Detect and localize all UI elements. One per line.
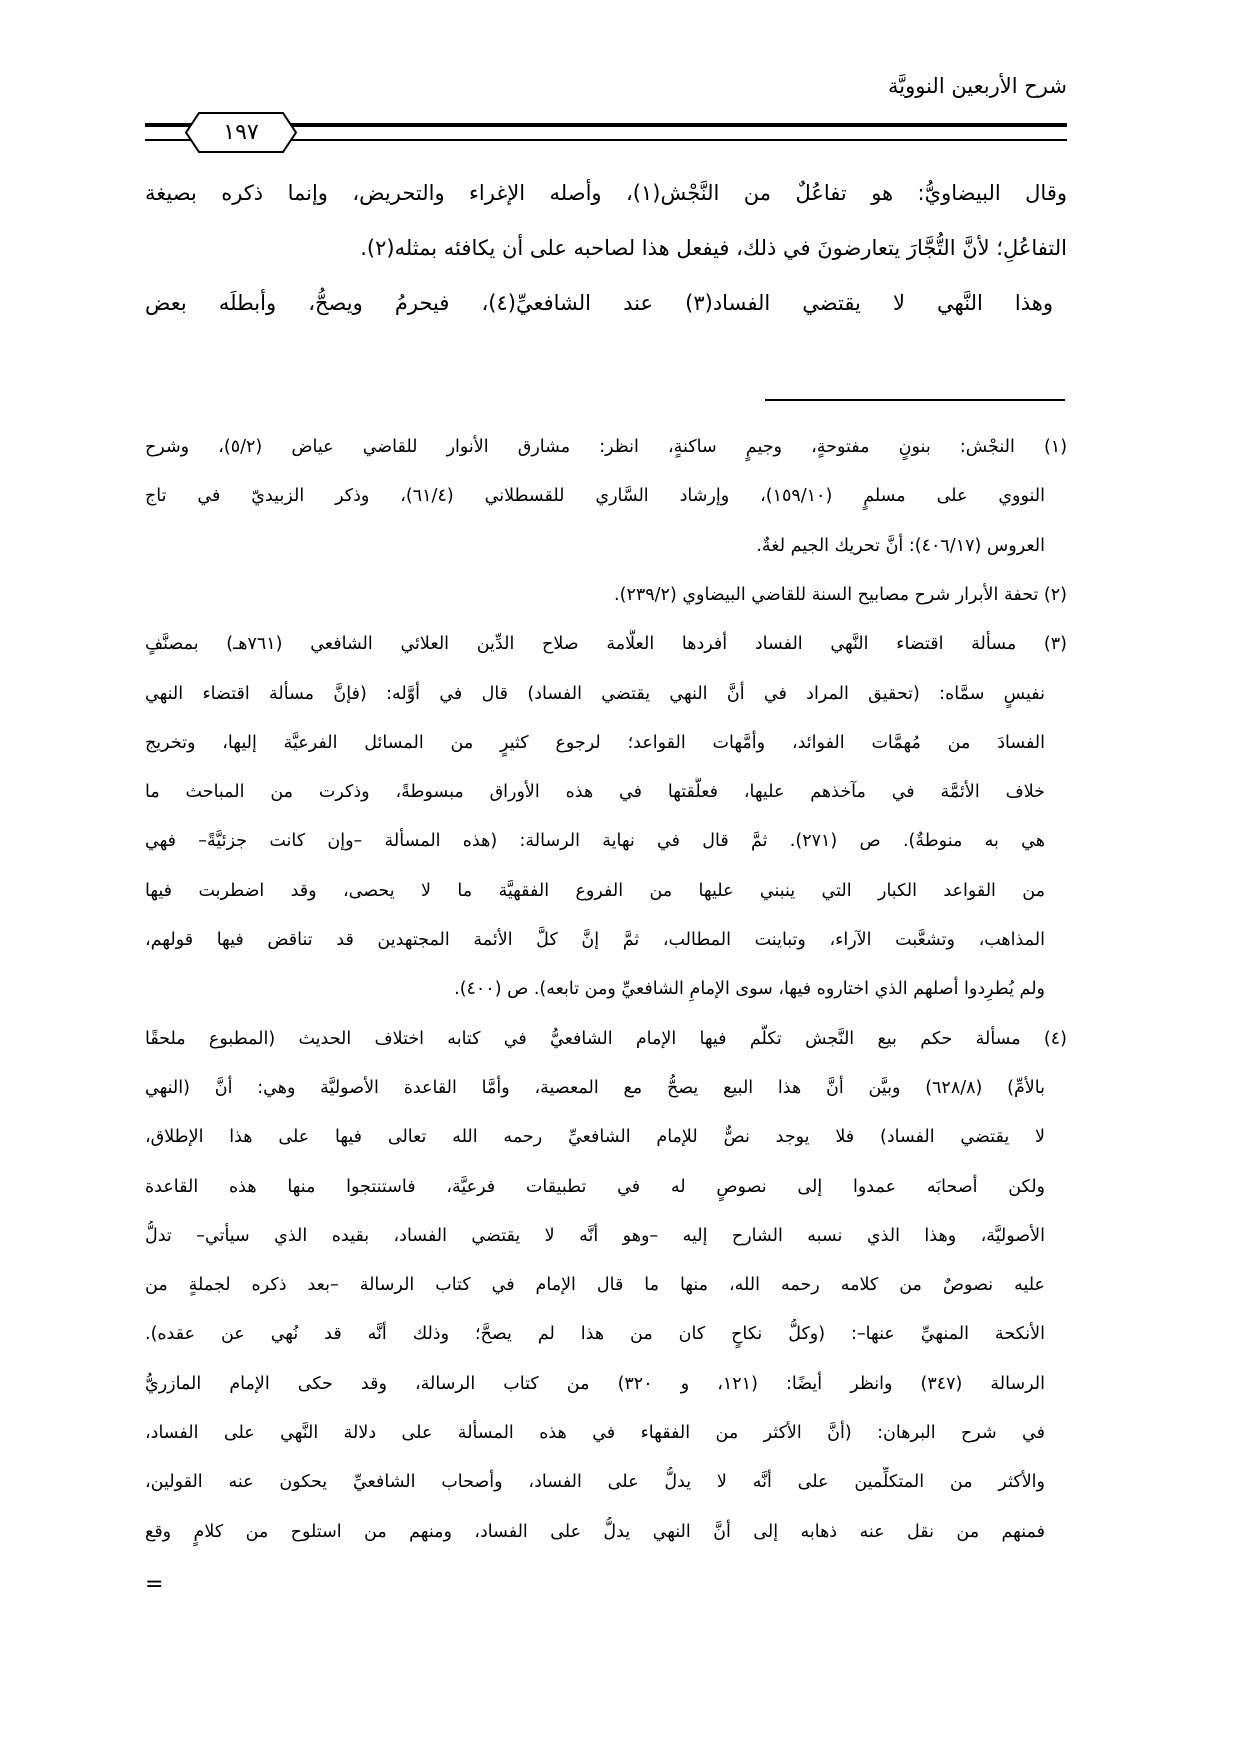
footnote-line: عليه نصوصٌ من كلامه رحمه الله، منها ما قال الإمام في كتاب الرسالة –بعد ذكره لجملةٍ من <box>145 1275 1045 1296</box>
footnote-line: والأكثر من المتكلِّمين على أنَّه لا يدلُّ على الفساد، وأصحاب الشافعيِّ يحكون عنه القولين، <box>145 1472 1045 1493</box>
continuation-mark: = <box>145 1572 164 1597</box>
footnote-line: (١) النجْش: بنونٍ مفتوحةٍ، وجيمٍ ساكنةٍ، انظر: مشارق الأنوار للقاضي عياض (٥/٢)، وشرح <box>145 437 1067 457</box>
footnote-line: ولكن أصحابَه عمدوا إلى نصوصٍ له في تطبيقات فرعيَّة، فاستنتجوا منها هذه القاعدة <box>145 1176 1045 1197</box>
footnote-line: بالأمِّ) (٦٢٨/٨) وبيَّن أنَّ هذا البيع يصحُّ مع المعصية، وأمَّا القاعدة الأصوليَّة وهي: أنَّ (النهي <box>145 1077 1045 1098</box>
footnote-line: الأصوليَّة، وهذا الذي نسبه الشارح إليه –وهو أنَّه لا يقتضي الفساد، بقيده الذي سيأتي– تدلُّ <box>145 1225 1045 1246</box>
main-text-line: التفاعُلِ؛ لأنَّ التُّجَّارَ يتعارضونَ في ذلك، فيفعل هذا لصاحبه على أن يكافئه بمثله(٢). <box>360 236 1067 260</box>
footnote-line: لا يقتضي الفساد) فلا يوجد نصٌّ للإمام الشافعيِّ رحمه الله تعالى فيها على هذا الإطلاق، <box>145 1127 1045 1148</box>
main-text-line: وهذا النَّهي لا يقتضي الفساد(٣) عند الشافعيِّ(٤)، فيحرمُ ويصحُّ، وأبطلَه بعض <box>145 291 1053 315</box>
footnote-line: (٤) مسألة حكم بيع النَّجش تكلَّم فيها الإمام الشافعيُّ في كتابه اختلاف الحديث (المطبوع ملحقًا <box>145 1028 1067 1049</box>
footnote-line: العروس (٤٠٦/١٧): أنَّ تحريك الجيم لغةٌ. <box>756 535 1045 556</box>
footnote-line: (٣) مسألة اقتضاء النَّهي الفساد أفردها العلَّامة صلاح الدِّين العلائي الشافعي (٧٦١هـ) بمصنَّفٍ <box>145 634 1067 655</box>
running-header-title: شرح الأربعين النوويَّة <box>887 74 1067 98</box>
footnote-line: (٢) تحفة الأبرار شرح مصابيح السنة للقاضي البيضاوي (٢٣٩/٢). <box>614 584 1067 605</box>
footnote-line: هي به منوطةٌ). ص (٢٧١). ثمَّ قال في نهاية الرسالة: (هذه المسألة –وإن كانت جزئيَّةً– فهي <box>145 831 1045 852</box>
footnote-line: من القواعد الكبار التي ينبني عليها من الفروع الفقهيَّة ما لا يحصى، وقد اضطربت فيها <box>145 880 1045 901</box>
page-number-box <box>185 112 297 153</box>
footnote-line: الفسادَ من مُهمَّات الفوائد، وأمَّهات القواعد؛ لرجوع كثيرٍ من المسائل الفرعيَّة إليها، وتخريج <box>145 732 1045 753</box>
page-number: ١٩٧ <box>223 120 259 145</box>
footnote-line: النووي على مسلمٍ (١٥٩/١٠)، وإرشاد السَّاري للقسطلاني (٦١/٤)، وذكر الزبيديّ في تاج <box>145 486 1045 507</box>
footnote-line: الرسالة (٣٤٧) وانظر أيضًا: (١٢١، و ٣٢٠) من كتاب الرسالة، وقد حكى الإمام المازريُّ <box>145 1373 1045 1394</box>
footnote-line: نفيسٍ سمَّاه: (تحقيق المراد في أنَّ النهي يقتضي الفساد) قال في أوَّله: (فإنَّ مسألة اقتضاء النهي <box>145 683 1045 704</box>
footnote-line: الأنكحة المنهيِّ عنها–: (وكلُّ نكاحٍ كان من هذا لم يصحَّ؛ وذلك أنَّه قد نُهي عن عقده). <box>145 1324 1045 1345</box>
footnote-line: ولم يُطرِدوا أصلهم الذي اختاروه فيها، سوى الإمامِ الشافعيِّ ومن تابعه). ص (٤٠٠). <box>454 979 1045 1000</box>
footnote-separator <box>765 399 1065 401</box>
footnote-line: خلاف الأئمَّة في مآخذهم عليها، فعلَّقتها في هذه الأوراق مبسوطةً، وذكرت من المباحث ما <box>145 782 1045 803</box>
main-text-line: وقال البيضاويُّ: هو تفاعُلٌ من النَّجْش(١)، وأصله الإغراء والتحريض، وإنما ذكره بصيغة <box>145 181 1067 205</box>
footnote-line: فمنهم من نقل عنه ذهابه إلى أنَّ النهي يدلُّ على الفساد، ومنهم من استلوح من كلامٍ وقع <box>145 1521 1045 1542</box>
footnote-line: في شرح البرهان: (أنَّ الأكثر من الفقهاء في هذه المسألة على دلالة النَّهي على الفساد، <box>145 1423 1045 1443</box>
footnote-line: المذاهب، وتشعَّبت الآراء، وتباينت المطالب، ثمَّ إنَّ كلَّ الأئمة المجتهدين قد تناقض فيها قولهم، <box>145 930 1045 950</box>
